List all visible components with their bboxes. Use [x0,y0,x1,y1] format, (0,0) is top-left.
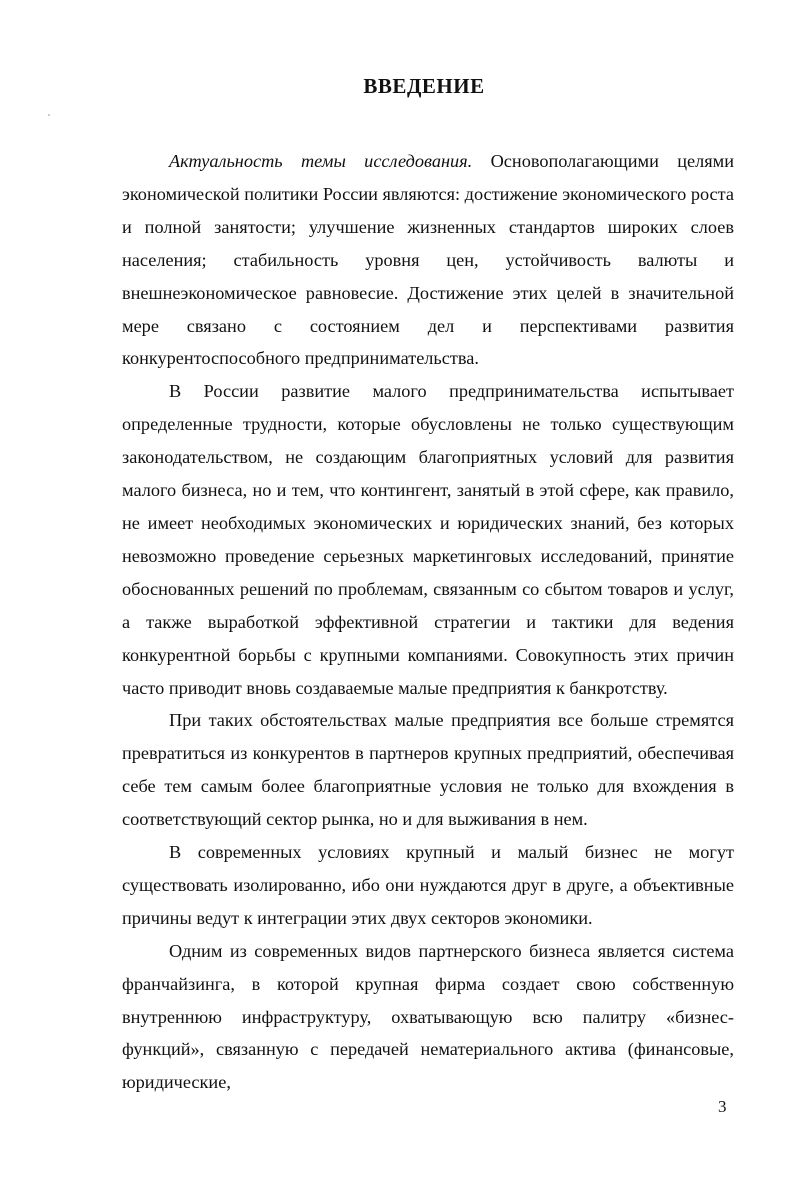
body-text [122,145,734,1099]
section-title: ВВЕДЕНИЕ [363,74,485,98]
paragraph-1-text: Основополагающими целями экономической политики России являются: достижение экономического роста и полной занятости; улучшение жизненных стандартов широких слоев населения; стабильность уровня цен, устойчивость валюты и внешнеэкономическое равновесие. Достижение этих целей в значительной мере связано с состоянием дел и перспективами развития конкурентоспособного предпринимательства. [122,151,734,369]
paragraph-1-lead: Актуальность темы исследования. [169,151,473,171]
paragraph-5: Одним из современных видов партнерского бизнеса является система франчайзинга, в которой крупная фирма создает свою собственную внутреннюю инфраструктуру, охватывающую всю палитру «бизнес-функций», связанную с передачей нематериального актива (финансовые, юридические, [122,940,734,1093]
page-number: 3 [718,1097,727,1116]
paragraph-1 [122,145,734,375]
scan-artifact [48,114,50,116]
paragraph-2: В России развитие малого предпринимательства испытывает определенные трудности, которые обусловлены не только существующим законодательством, не создающим благоприятных условий для развития малого бизнеса, но и тем, что контингент, занятый в этой сфере, как правило, не имеет необходимых экономических и юридических знаний, без которых невозможно проведение серьезных маркетинговых исследований, принятие обоснованных решений по проблемам, связанным со сбытом товаров и услуг, а также выработкой эффективной стратегии и тактики для ведения конкурентной борьбы с крупными компаниями. Совокупность этих причин часто приводит вновь создаваемые малые предприятия к банкротству. [122,381,734,698]
paragraph-4: В современных условиях крупный и малый бизнес не могут существовать изолированно, ибо они нуждаются друг в друге, а объективные причины ведут к интеграции этих двух секторов экономики. [122,842,734,928]
paragraph-3: При таких обстоятельствах малые предприятия все больше стремятся превратиться из конкурентов в партнеров крупных предприятий, обеспечивая себе тем самым более благоприятные условия не только для вхождения в соответствующий сектор рынка, но и для выживания в нем. [122,710,734,830]
